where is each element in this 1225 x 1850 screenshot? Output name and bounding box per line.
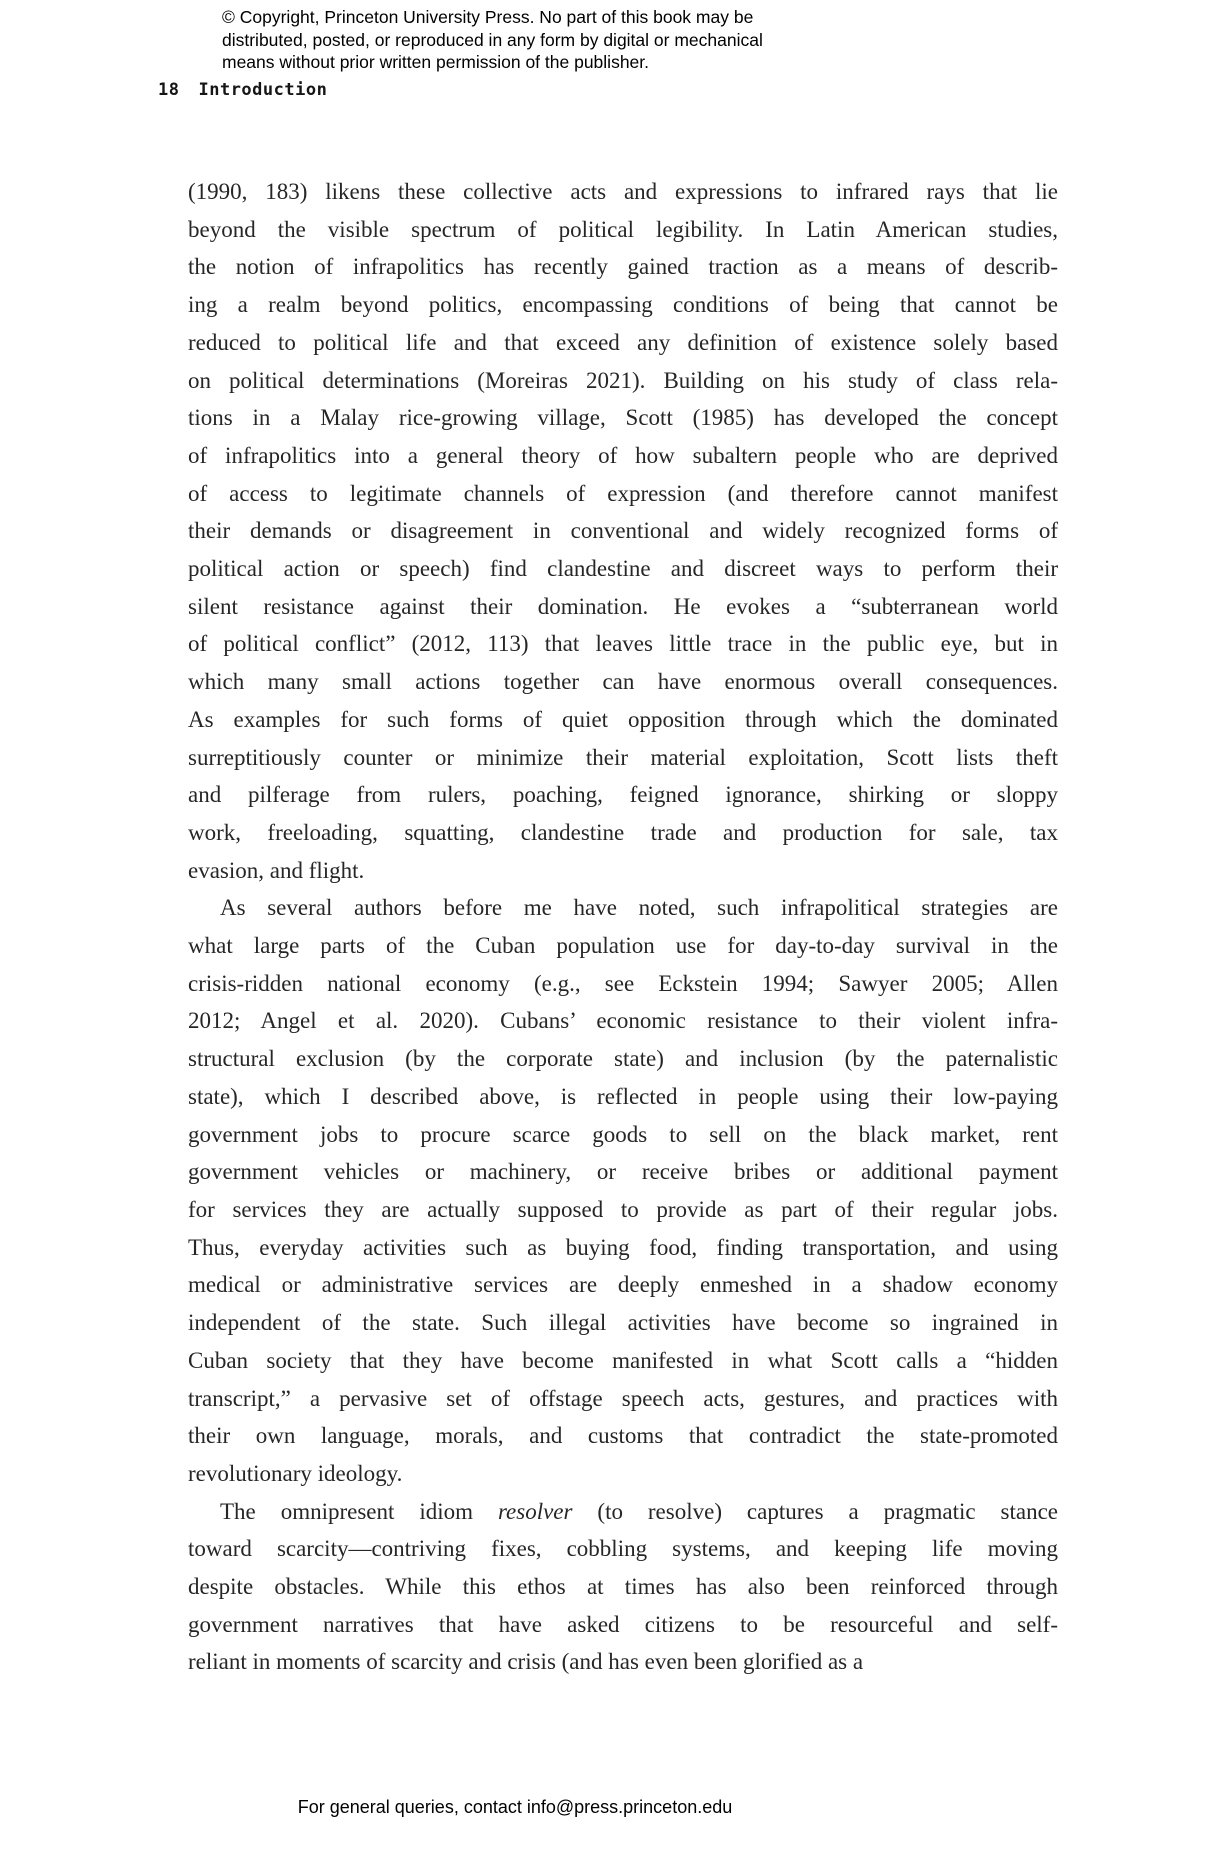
text-line: of access to legitimate channels of expression (and therefore cannot manifest: [188, 480, 1058, 506]
text-line: toward scarcity—contriving fixes, cobbling systems, and keeping life moving: [188, 1536, 1058, 1562]
text-line: their own language, morals, and customs that contradict the state-promoted: [188, 1423, 1058, 1449]
text-line: and pilferage from rulers, poaching, feigned ignorance, shirking or sloppy: [188, 782, 1058, 808]
text-line: crisis-ridden national economy (e.g., see Eckstein 1994; Sawyer 2005; Allen: [188, 970, 1058, 996]
text-line: the notion of infrapolitics has recently gained traction as a means of describ-: [188, 254, 1058, 280]
page-number: 18: [158, 80, 180, 100]
text-line: of political conflict” (2012, 113) that leaves little trace in the public eye, but in: [188, 631, 1058, 657]
text-line: ing a realm beyond politics, encompassing conditions of being that cannot be: [188, 292, 1058, 318]
text-line: which many small actions together can have enormous overall consequences.: [188, 669, 1058, 695]
text-line: medical or administrative services are deeply enmeshed in a shadow economy: [188, 1272, 1058, 1298]
text-line: revolutionary ideology.: [188, 1460, 403, 1486]
text-line: what large parts of the Cuban population use for day-to-day survival in the: [188, 933, 1058, 959]
body-text: [188, 173, 1058, 1681]
text-line: surreptitiously counter or minimize their material exploitation, Scott lists theft: [188, 744, 1058, 770]
text-line: government vehicles or machinery, or receive bribes or additional payment: [188, 1159, 1058, 1185]
text-line: As several authors before me have noted, such infrapolitical strategies are: [220, 895, 1058, 921]
copyright-line-2: distributed, posted, or reproduced in any form by digital or mechanical: [222, 29, 763, 50]
copyright-line-1: © Copyright, Princeton University Press. No part of this book may be: [222, 7, 754, 27]
text-line: work, freeloading, squatting, clandestine trade and production for sale, tax: [188, 819, 1058, 845]
text-line: government narratives that have asked citizens to be resourceful and self-: [188, 1611, 1058, 1637]
text-line: reliant in moments of scarcity and crisis (and has even been glorified as a: [188, 1649, 864, 1675]
text-line: their demands or disagreement in conventional and widely recognized forms of: [188, 518, 1058, 544]
running-header: [158, 80, 327, 100]
text-line: for services they are actually supposed to provide as part of their regular jobs.: [188, 1196, 1058, 1222]
footer-queries: [0, 1797, 1030, 1818]
text-line: state), which I described above, is reflected in people using their low-paying: [188, 1083, 1058, 1109]
text-line: Cuban society that they have become manifested in what Scott calls a “hidden: [188, 1347, 1058, 1373]
text-line: transcript,” a pervasive set of offstage speech acts, gestures, and practices with: [188, 1385, 1058, 1411]
text-line: tions in a Malay rice-growing village, Scott (1985) has developed the concept: [188, 405, 1058, 431]
text-line: As examples for such forms of quiet opposition through which the dominated: [188, 706, 1058, 732]
text-line: reduced to political life and that exceed any definition of existence solely based: [188, 329, 1058, 355]
text-line: government jobs to procure scarce goods to sell on the black market, rent: [188, 1121, 1058, 1147]
text-line: independent of the state. Such illegal activities have become so ingrained in: [188, 1310, 1058, 1336]
text-line: evasion, and flight.: [188, 857, 365, 883]
text-line: 2012; Angel et al. 2020). Cubans’ economic resistance to their violent infra-: [188, 1008, 1058, 1034]
text-line: despite obstacles. While this ethos at times has also been reinforced through: [188, 1574, 1058, 1600]
chapter-title: Introduction: [198, 80, 328, 100]
copyright-line-3: means without prior written permission of the publisher.: [222, 52, 650, 73]
text-line: political action or speech) find clandestine and discreet ways to perform their: [188, 556, 1058, 582]
footer-text: For general queries, contact info@press.princeton.edu: [297, 1797, 733, 1817]
text-line: of infrapolitics into a general theory of how subaltern people who are deprived: [188, 442, 1058, 468]
text-line: The omnipresent idiom resolver (to resolve) captures a pragmatic stance: [220, 1498, 1058, 1524]
text-line: (1990, 183) likens these collective acts and expressions to infrared rays that lie: [188, 179, 1058, 204]
text-line: structural exclusion (by the corporate state) and inclusion (by the paternalistic: [188, 1046, 1058, 1072]
text-line: beyond the visible spectrum of political legibility. In Latin American studies,: [188, 216, 1058, 242]
copyright-notice: [222, 6, 763, 74]
text-line: Thus, everyday activities such as buying food, finding transportation, and using: [188, 1234, 1058, 1260]
text-line: on political determinations (Moreiras 2021). Building on his study of class rela-: [188, 367, 1058, 393]
text-line: silent resistance against their domination. He evokes a “subterranean world: [188, 593, 1058, 619]
